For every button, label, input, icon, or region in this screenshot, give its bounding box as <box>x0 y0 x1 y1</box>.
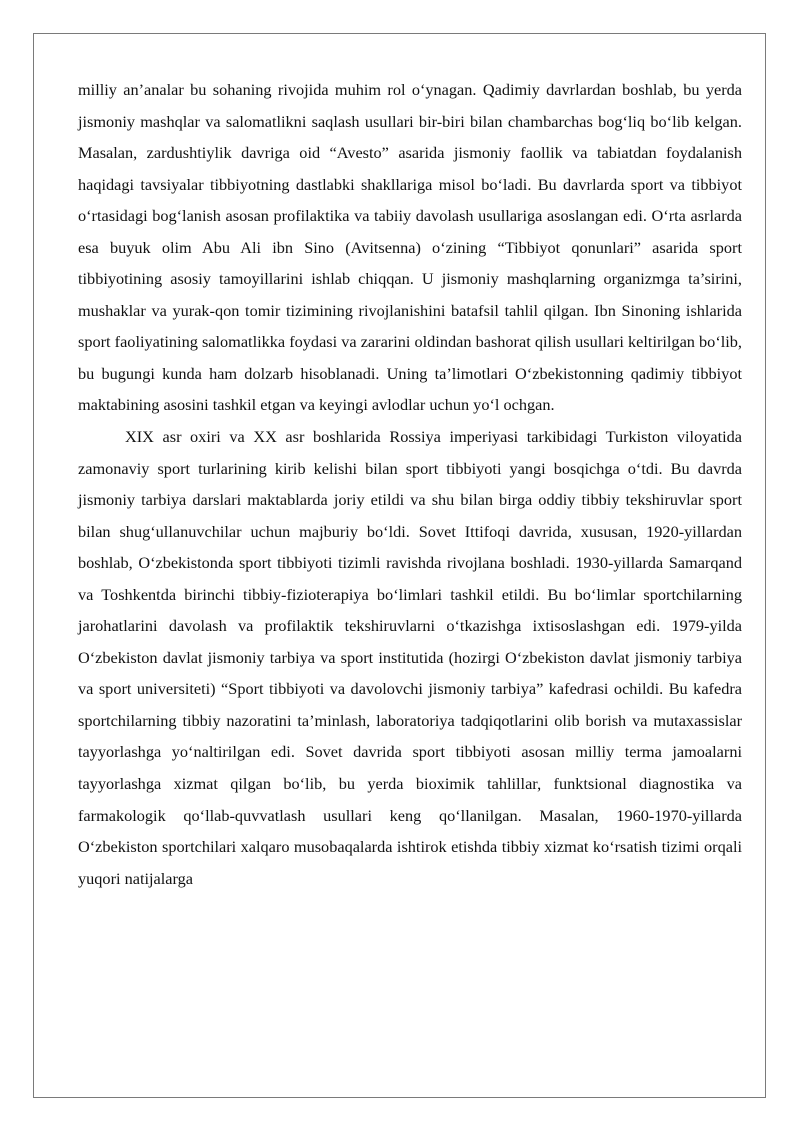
document-body <box>78 74 742 894</box>
paragraph-history-modern: XIX asr oxiri va XX asr boshlarida Rossiya imperiyasi tarkibidagi Turkiston viloyatida zamonaviy sport turlarining kirib kelishi bilan sport tibbiyoti yangi bosqichga o‘tdi. Bu davrda jismoniy tarbiya darslari maktablarda joriy etildi va shu bilan birga oddiy tibbiy tekshiruvlar sport bilan shug‘ullanuvchilar uchun majburiy bo‘ldi. Sovet Ittifoqi davrida, xususan, 1920-yillardan boshlab, O‘zbekistonda sport tibbiyoti tizimli ravishda rivojlana boshladi. 1930-yillarda Samarqand va Toshkentda birinchi tibbiy-fizioterapiya bo‘limlari tashkil etildi. Bu bo‘limlar sportchilarning jarohatlarini davolash va profilaktik tekshiruvlarni o‘tkazishga ixtisoslashgan edi. 1979-yilda O‘zbekiston davlat jismoniy tarbiya va sport institutida (hozirgi O‘zbekiston davlat jismoniy tarbiya va sport universiteti) “Sport tibbiyoti va davolovchi jismoniy tarbiya” kafedrasi ochildi. Bu kafedra sportchilarning tibbiy nazoratini ta’minlash, laboratoriya tadqiqotlarini olib borish va mutaxassislar tayyorlashga yo‘naltirilgan edi. Sovet davrida sport tibbiyoti asosan milliy terma jamoalarni tayyorlashga xizmat qilgan bo‘lib, bu yerda bioximik tahlillar, funktsional diagnostika va farmakologik qo‘llab-quvvatlash usullari keng qo‘llanilgan. Masalan, 1960-1970-yillarda O‘zbekiston sportchilari xalqaro musobaqalarda ishtirok etishda tibbiy xizmat ko‘rsatish tizimi orqali yuqori natijalarga <box>78 427 742 888</box>
paragraph-continuation: milliy an’analar bu sohaning rivojida muhim rol o‘ynagan. Qadimiy davrlardan boshlab, bu yerda jismoniy mashqlar va salomatlikni saqlash usullari bir-biri bilan chambarchas bog‘liq bo‘lib kelgan. Masalan, zardushtiylik davriga oid “Avesto” asarida jismoniy faollik va tabiatdan foydalanish haqidagi tavsiyalar tibbiyotning dastlabki shakllariga misol bo‘ladi. Bu davrlarda sport va tibbiyot o‘rtasidagi bog‘lanish asosan profilaktika va tabiiy davolash usullariga asoslangan edi. O‘rta asrlarda esa buyuk olim Abu Ali ibn Sino (Avitsenna) o‘zining “Tibbiyot qonunlari” asarida sport tibbiyotining asosiy tamoyillarini ishlab chiqqan. U jismoniy mashqlarning organizmga ta’sirini, mushaklar va yurak-qon tomir tizimining rivojlanishini batafsil tahlil qilgan. Ibn Sinoning ishlarida sport faoliyatining salomatlikka foydasi va zararini oldindan bashorat qilish usullari keltirilgan bo‘lib, bu bugungi kunda ham dolzarb hisoblanadi. Uning ta’limotlari O‘zbekistonning qadimiy tibbiyot maktabining asosini tashkil etgan va keyingi avlodlar uchun yo‘l ochgan. <box>78 80 742 415</box>
